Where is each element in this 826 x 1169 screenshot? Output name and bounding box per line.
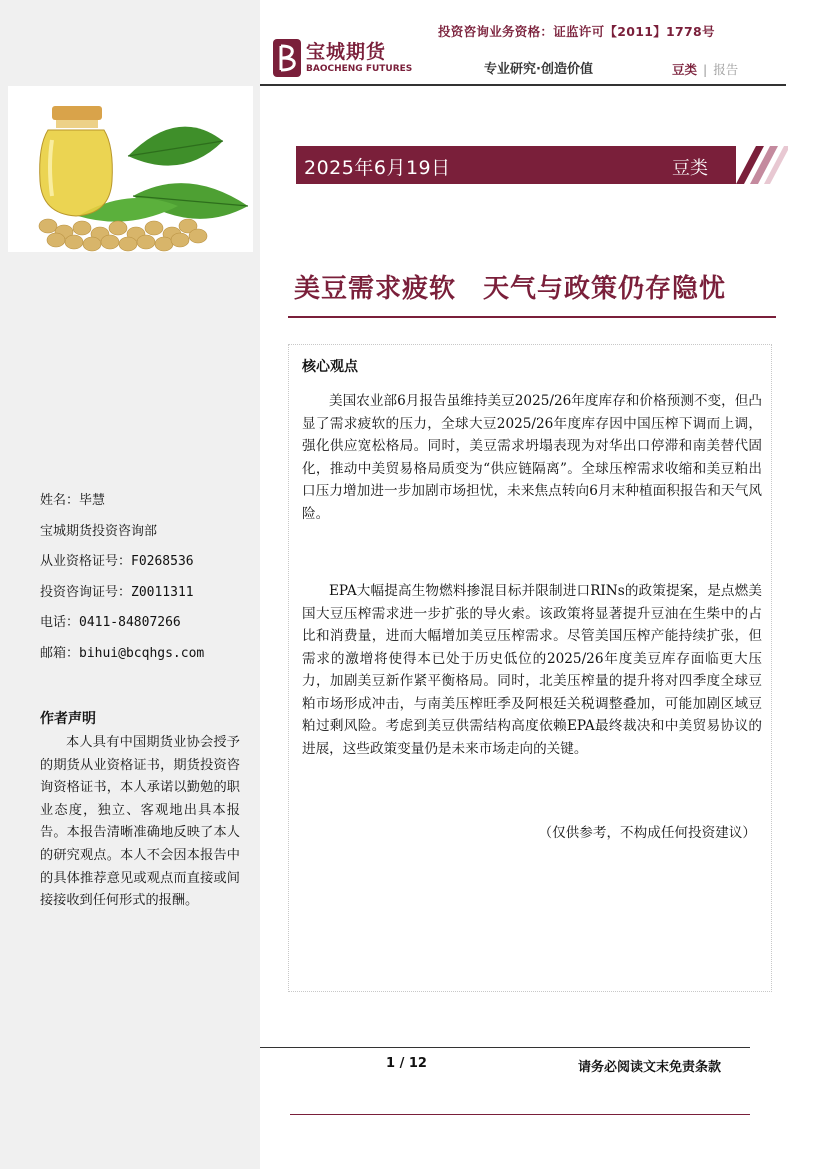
footer-disclaimer-note: 请务必阅读文末免责条款 (578, 1060, 722, 1075)
slogan: 专业研究·创造价值 (484, 62, 593, 77)
core-view-heading: 核心观点 (302, 359, 358, 375)
license-text: 投资咨询业务资格：证监许可【2011】1778号 (438, 24, 715, 39)
author-department: 宝城期货投资咨询部 (40, 523, 158, 539)
author-email: 邮箱：bihui@bcqhgs.com (40, 645, 205, 661)
header-category (672, 60, 738, 78)
doc-kind-label: 报告 (713, 62, 739, 77)
soybean-oil-image (8, 86, 253, 252)
page-number: 1 / 12 (386, 1056, 427, 1071)
header-divider (260, 84, 786, 86)
report-title: 美豆需求疲软 天气与政策仍存隐忧 (294, 274, 727, 304)
company-logo (272, 36, 412, 80)
author-phone: 电话：0411-84807266 (40, 615, 181, 630)
author-consult-number: 投资咨询证号：Z0011311 (40, 584, 194, 600)
logo-mark-icon (272, 38, 302, 78)
banner-stripes-decoration (728, 146, 788, 184)
author-statement-text: 本人具有中国期货业协会授予的期货从业资格证书，期货投资咨询资格证书，本人承诺以勤勉的职业态度，独立、客观地出具本报告。本报告清晰准确地反映了本人的研究观点。本人不会因本报告中的具体推荐意见或观点而直接或间接接收到任何形式的报酬。 (40, 735, 240, 909)
footer-bottom-divider (290, 1114, 750, 1115)
category-separator: | (703, 62, 708, 77)
report-date: 2025年6月19日 (304, 157, 451, 179)
footer-divider (260, 1047, 750, 1048)
author-info (40, 486, 204, 669)
author-statement-title: 作者声明 (40, 711, 96, 727)
logo-name-en: BAOCHENG FUTURES (306, 64, 413, 74)
author-cert-number: 从业资格证号：F0268536 (40, 554, 194, 569)
core-paragraph-2: EPA大幅提高生物燃料掺混目标并限制进口RINs的政策提案，是点燃美国大豆压榨需求进一步扩张的导火索。该政策将显著提升豆油在生柴中的占比和消费量，进而大幅增加美豆压榨需求。尽管美国压榨产能持续扩张，但需求的激增将使得本已处于历史低位的2025/26年度美豆库存面临更大压力，加剧美豆新作紧平衡格局。同时，北美压榨量的提升将对四季度全球豆粕市场形成冲击，与南美压榨旺季及阿根廷关税调整叠加，可能加剧区域豆粕过剩风险。考虑到美豆供需结构高度依赖EPA最终裁决和中美贸易协议的进展，这些政策变量仍是未来市场走向的关键。 (302, 583, 762, 757)
category-label: 豆类 (672, 62, 698, 77)
author-name: 姓名：毕慧 (40, 493, 106, 508)
logo-name-cn: 宝城期货 (306, 41, 387, 63)
core-paragraph-1: 美国农业部6月报告虽维持美豆2025/26年度库存和价格预测不变，但凸显了需求疲软的压力，全球大豆2025/26年度库存因中国压榨下调而上调，强化供应宽松格局。同时，美豆需求坍塌表现为对华出口停滞和南美替代固化，推动中美贸易格局质变为“供应链隔离”。全球压榨需求收缩和美豆粕出口压力增加进一步加剧市场担忧，未来焦点转向6月末种植面积报告和天气风险。 (302, 393, 762, 522)
date-banner (296, 146, 736, 184)
investment-disclaimer-note: （仅供参考，不构成任何投资建议） (538, 825, 756, 841)
banner-category: 豆类 (672, 158, 708, 179)
title-divider (288, 316, 776, 318)
